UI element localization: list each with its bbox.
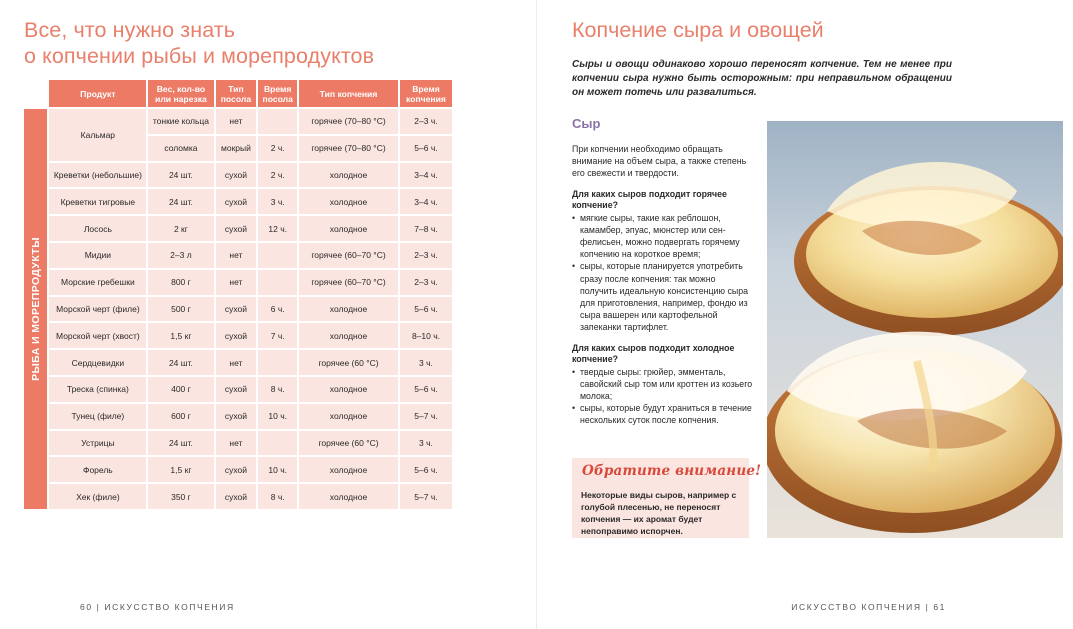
cell-smoke-type: горячее (60–70 °C) <box>299 270 398 295</box>
table-row <box>24 216 452 241</box>
header-salt-type: Тип посола <box>216 80 257 107</box>
cell-salt-time <box>258 350 297 375</box>
category-label: РЫБА И МОРЕПРОДУКТЫ <box>29 237 42 381</box>
cell-amount: 24 шт. <box>148 350 213 375</box>
cell-salt-type: нет <box>216 243 257 268</box>
cell-salt-time <box>258 109 297 134</box>
table-body <box>24 109 452 509</box>
cell-amount: 24 шт. <box>148 163 213 188</box>
cell-smoke-time: 7–8 ч. <box>400 216 452 241</box>
cell-salt-time: 3 ч. <box>258 189 297 214</box>
cell-salt-type: нет <box>216 431 257 456</box>
cell-smoke-type: горячее (60 °C) <box>299 431 398 456</box>
cell-amount: 24 шт. <box>148 431 213 456</box>
cell-product: Лосось <box>49 216 146 241</box>
hot-smoking-list <box>572 212 754 334</box>
left-page-title <box>24 17 504 69</box>
table-row <box>24 109 452 134</box>
intro-paragraph: Сыры и овощи одинаково хорошо переносят копчение. Тем не менее при копчении сыра нужно быть осторожным: при неправильном обращении он может потечь или развалиться. <box>572 59 952 98</box>
cell-product: Мидии <box>49 243 146 268</box>
table-row <box>24 404 452 429</box>
table-row <box>24 243 452 268</box>
cell-amount: 800 г <box>148 270 213 295</box>
cell-smoke-type: холодное <box>299 457 398 482</box>
cell-smoke-time: 5–6 ч. <box>400 297 452 322</box>
table-row <box>24 270 452 295</box>
cell-product: Креветки тигровые <box>49 189 146 214</box>
cheese-toast-illustration <box>767 121 1063 538</box>
note-box <box>572 458 762 538</box>
cheese-intro: При копчении необходимо обращать внимание на объем сыра, а также степень его свежести и твердости. <box>572 144 747 179</box>
list-item: • сыры, которые планируется употребить сразу после копчения: так можно получить идеальную консистенцию сыра для приготовления, например, фондю из сыра вашерен или картофельной запеканки тартифлет. <box>572 260 754 333</box>
table-row <box>24 189 452 214</box>
cell-salt-type: сухой <box>216 404 257 429</box>
table-row <box>24 297 452 322</box>
table-row <box>24 323 452 348</box>
cell-amount: соломка <box>148 136 213 161</box>
cell-smoke-time: 5–7 ч. <box>400 404 452 429</box>
cold-smoking-list <box>572 366 754 427</box>
cell-salt-time <box>258 270 297 295</box>
cell-salt-time: 2 ч. <box>258 163 297 188</box>
cell-smoke-time: 2–3 ч. <box>400 109 452 134</box>
cell-smoke-time: 5–6 ч. <box>400 377 452 402</box>
cell-salt-type: сухой <box>216 163 257 188</box>
table-corner <box>24 80 47 107</box>
cheese-section-text <box>572 143 754 436</box>
cell-salt-type: нет <box>216 350 257 375</box>
cell-product: Морские гребешки <box>49 270 146 295</box>
cell-amount: 1,5 кг <box>148 457 213 482</box>
list-item: • сыры, которые будут храниться в течение нескольких суток после копчения. <box>572 402 754 426</box>
cell-salt-time: 12 ч. <box>258 216 297 241</box>
cell-salt-type: мокрый <box>216 136 257 161</box>
cell-amount: 350 г <box>148 484 213 509</box>
smoking-table <box>24 80 454 512</box>
left-title-line-2: о копчении рыбы и морепродуктов <box>24 44 375 68</box>
cell-salt-type: сухой <box>216 189 257 214</box>
cell-amount: 2–3 л <box>148 243 213 268</box>
cell-amount: тонкие кольца <box>148 109 213 134</box>
cell-smoke-type: холодное <box>299 484 398 509</box>
note-title: Обратите внимание! <box>582 463 762 479</box>
list-item: • твердые сыры: грюйер, эмменталь, савойский сыр том или кроттен из козьего молока; <box>572 366 754 403</box>
cell-smoke-type: холодное <box>299 404 398 429</box>
section-title-cheese: Сыр <box>572 116 601 131</box>
cell-salt-type: сухой <box>216 457 257 482</box>
cell-salt-type: сухой <box>216 323 257 348</box>
cell-smoke-time: 2–3 ч. <box>400 270 452 295</box>
header-smoke-type: Тип копчения <box>299 80 398 107</box>
cell-smoke-time: 3 ч. <box>400 350 452 375</box>
cell-amount: 2 кг <box>148 216 213 241</box>
left-page-footer: 60 | ИСКУССТВО КОПЧЕНИЯ <box>80 602 235 612</box>
cell-salt-time: 6 ч. <box>258 297 297 322</box>
cell-salt-time <box>258 431 297 456</box>
cell-smoke-time: 2–3 ч. <box>400 243 452 268</box>
cell-salt-time: 8 ч. <box>258 484 297 509</box>
cell-smoke-type: горячее (60 °C) <box>299 350 398 375</box>
cell-smoke-time: 5–7 ч. <box>400 484 452 509</box>
header-salt-time: Время посола <box>258 80 297 107</box>
table-row <box>24 484 452 509</box>
cell-smoke-type: горячее (70–80 °C) <box>299 109 398 134</box>
cell-salt-time: 8 ч. <box>258 377 297 402</box>
cell-product: Тунец (филе) <box>49 404 146 429</box>
cell-salt-type: сухой <box>216 377 257 402</box>
cell-product: Кальмар <box>49 109 146 161</box>
cell-smoke-time: 8–10 ч. <box>400 323 452 348</box>
cell-product: Треска (спинка) <box>49 377 146 402</box>
table-row <box>24 431 452 456</box>
cell-salt-type: сухой <box>216 216 257 241</box>
left-title-line-1: Все, что нужно знать <box>24 18 236 42</box>
cell-product: Форель <box>49 457 146 482</box>
cell-smoke-time: 5–6 ч. <box>400 457 452 482</box>
cold-smoking-heading: Для каких сыров подходит холодное копчение? <box>572 342 735 365</box>
cell-smoke-type: холодное <box>299 377 398 402</box>
cell-smoke-type: холодное <box>299 216 398 241</box>
cell-smoke-type: горячее (60–70 °C) <box>299 243 398 268</box>
cell-salt-time: 10 ч. <box>258 457 297 482</box>
table-row <box>24 377 452 402</box>
cell-smoke-time: 5–6 ч. <box>400 136 452 161</box>
cell-amount: 500 г <box>148 297 213 322</box>
list-item: • мягкие сыры, такие как реблошон, камамбер, эпуас, мюнстер или сен-фелисьен, можно подвергать горячему копчению на короткое время; <box>572 212 754 261</box>
header-amount: Вес, кол-во или нарезка <box>148 80 213 107</box>
hot-smoking-heading: Для каких сыров подходит горячее копчение? <box>572 188 727 211</box>
cell-salt-type: сухой <box>216 484 257 509</box>
cell-smoke-type: холодное <box>299 297 398 322</box>
cell-smoke-time: 3–4 ч. <box>400 163 452 188</box>
note-text: Некоторые виды сыров, например с голубой плесенью, не переносят копчения — их аромат будет непоправимо испорчен. <box>581 490 737 536</box>
cell-smoke-type: холодное <box>299 323 398 348</box>
cell-salt-type: нет <box>216 270 257 295</box>
cell-salt-time <box>258 243 297 268</box>
cell-smoke-time: 3–4 ч. <box>400 189 452 214</box>
cell-product: Креветки (небольшие) <box>49 163 146 188</box>
table-row <box>24 350 452 375</box>
right-page-title: Копчение сыра и овощей <box>572 18 824 42</box>
cell-salt-type: сухой <box>216 297 257 322</box>
cell-product: Морской черт (филе) <box>49 297 146 322</box>
cell-smoke-type: горячее (70–80 °C) <box>299 136 398 161</box>
cell-amount: 1,5 кг <box>148 323 213 348</box>
cell-smoke-type: холодное <box>299 163 398 188</box>
category-cell <box>24 109 47 509</box>
smoking-table-grid <box>22 78 454 511</box>
cell-salt-time: 10 ч. <box>258 404 297 429</box>
cell-product: Устрицы <box>49 431 146 456</box>
cell-smoke-type: холодное <box>299 189 398 214</box>
cell-product: Хек (филе) <box>49 484 146 509</box>
table-row <box>24 163 452 188</box>
book-spine <box>536 0 537 629</box>
cell-amount: 600 г <box>148 404 213 429</box>
table-row <box>24 457 452 482</box>
cell-salt-time: 2 ч. <box>258 136 297 161</box>
cell-amount: 24 шт. <box>148 189 213 214</box>
cheese-toast-photo <box>767 121 1063 538</box>
cell-salt-type: нет <box>216 109 257 134</box>
cell-product: Морской черт (хвост) <box>49 323 146 348</box>
table-header-row <box>24 80 452 107</box>
header-product: Продукт <box>49 80 146 107</box>
cell-amount: 400 г <box>148 377 213 402</box>
cell-salt-time: 7 ч. <box>258 323 297 348</box>
header-smoke-time: Время копчения <box>400 80 452 107</box>
cell-smoke-time: 3 ч. <box>400 431 452 456</box>
right-page-footer: ИСКУССТВО КОПЧЕНИЯ | 61 <box>791 602 946 612</box>
cell-product: Сердцевидки <box>49 350 146 375</box>
